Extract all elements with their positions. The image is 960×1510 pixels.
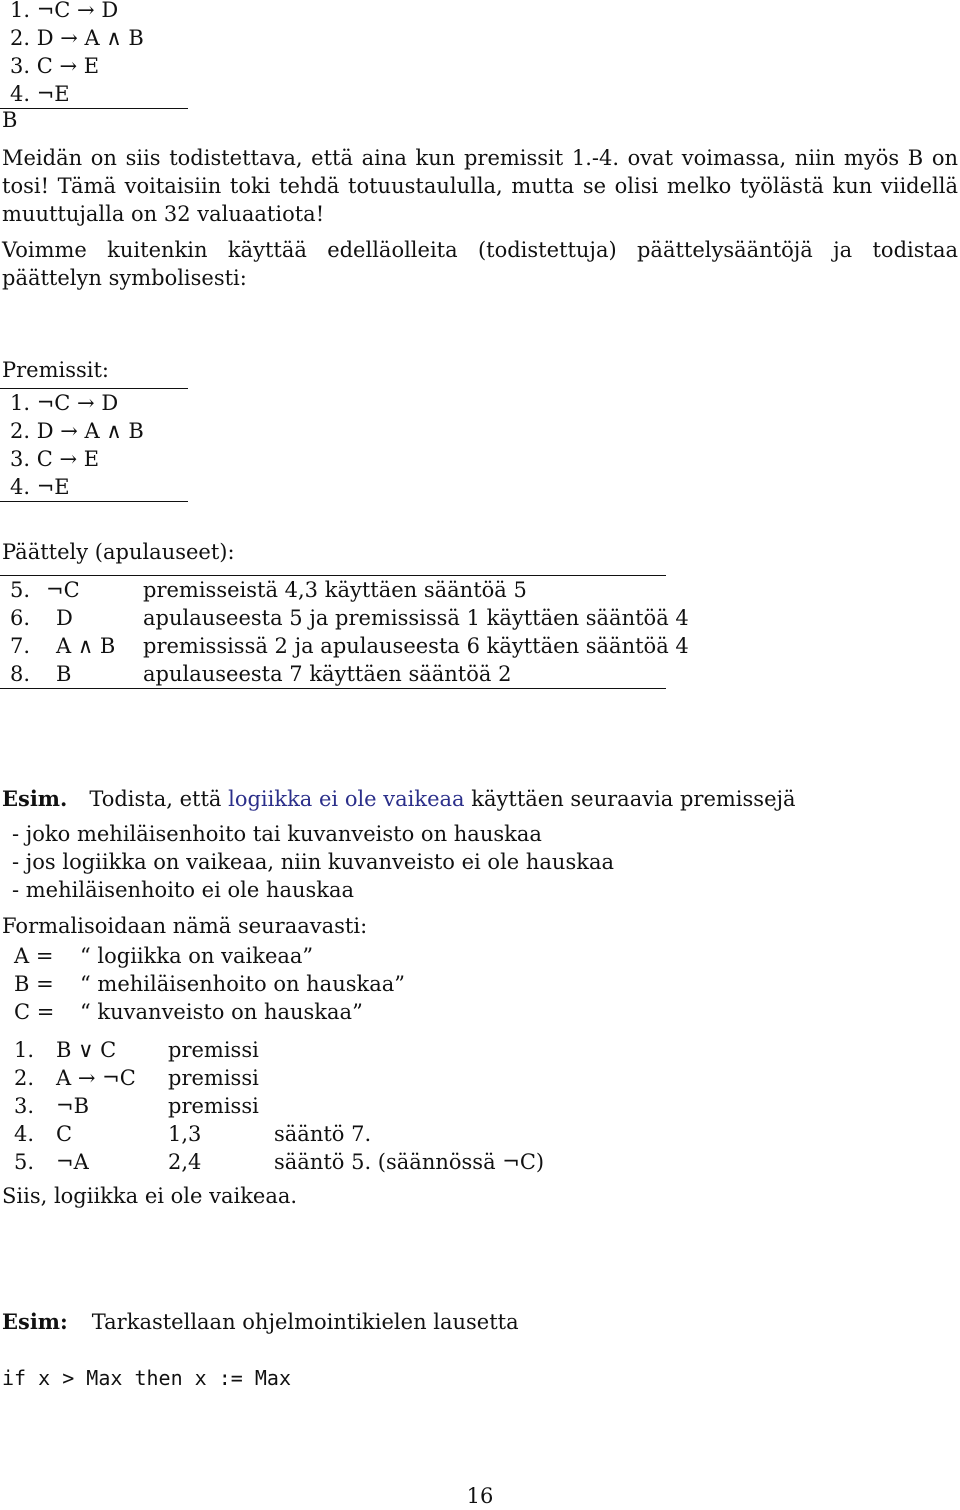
intro-paragraph-2: Voimme kuitenkin käyttää edelläolleita (todistettuja) päättelysääntöjä ja todistaa päättelyn symbolisesti: [2,238,958,290]
proof-ref: premissi [168,1038,259,1062]
proof-ref: 2,4 [168,1150,202,1174]
proof-formula: ¬A [56,1150,89,1174]
top-list-rule [0,108,188,109]
definition-meaning: “ mehiläisenhoito on hauskaa” [80,972,406,996]
inference-rule-bottom [0,688,666,689]
proof-formula: A → ¬C [56,1066,136,1090]
proof-ref: premissi [168,1094,259,1118]
proof-num: 3. [14,1094,35,1118]
inference-formula: D [56,606,73,630]
inference-formula: A ∧ B [56,634,116,658]
example-2-text: Tarkastellaan ohjelmointikielen lausetta [91,1310,519,1334]
inference-reason: premississä 2 ja apulauseesta 6 käyttäen sääntöä 4 [143,634,689,658]
definition-var: A = [14,944,54,968]
inference-reason: apulauseesta 5 ja premississä 1 käyttäen sääntöä 4 [143,606,689,630]
example-premise-1: - joko mehiläisenhoito tai kuvanveisto on hauskaa [12,822,542,846]
example-2-line [2,1308,519,1336]
proof-num: 5. [14,1150,35,1174]
premise-2: 2. D → A ∧ B [10,419,144,443]
example-1-text-before: Todista, että [89,787,229,811]
proof-ref: premissi [168,1066,259,1090]
example-premise-2: - jos logiikka on vaikeaa, niin kuvanveisto ei ole hauskaa [12,850,614,874]
example-premise-3: - mehiläisenhoito ei ole hauskaa [12,878,355,902]
page-number: 16 [466,1484,494,1508]
example-1-label: Esim. [2,786,68,811]
premise-4: 4. ¬E [10,475,70,499]
example-1-highlight: logiikka ei ole vaikeaa [228,787,465,811]
top-conclusion: B [2,108,18,132]
premises-heading: Premissit: [2,358,110,382]
premises-rule-bottom [0,501,188,502]
proof-ref: 1,3 [168,1122,202,1146]
inference-formula: ¬C [46,578,80,602]
definition-var: C = [14,1000,55,1024]
definition-meaning: “ logiikka on vaikeaa” [80,944,314,968]
inference-num: 5. [10,578,31,602]
proof-formula: C [56,1122,73,1146]
code-statement: if x > Max then x := Max [2,1366,291,1390]
inference-heading: Päättely (apulauseet): [2,540,235,564]
inference-num: 7. [10,634,31,658]
proof-formula: ¬B [56,1094,90,1118]
intro-paragraph-1: Meidän on siis todistettava, että aina kun premissit 1.-4. ovat voimassa, niin myös B on tosi! Tämä voitaisiin toki tehdä totuustaululla, mutta se olisi melko työlästä kun viidellä muuttujalla on 32 valuaatiota! [2,146,958,226]
definition-meaning: “ kuvanveisto on hauskaa” [80,1000,363,1024]
top-premise-1: 1. ¬C → D [10,0,119,22]
example-1-conclusion: Siis, logiikka ei ole vaikeaa. [2,1184,298,1208]
proof-num: 4. [14,1122,35,1146]
formalize-heading: Formalisoidaan nämä seuraavasti: [2,914,368,938]
inference-num: 8. [10,662,31,686]
inference-formula: B [56,662,72,686]
definition-var: B = [14,972,54,996]
proof-rule: sääntö 7. [274,1122,372,1146]
premise-1: 1. ¬C → D [10,391,119,415]
inference-reason: apulauseesta 7 käyttäen sääntöä 2 [143,662,512,686]
proof-num: 1. [14,1038,35,1062]
inference-reason: premisseistä 4,3 käyttäen sääntöä 5 [143,578,527,602]
example-1-text-after: käyttäen seuraavia premissejä [464,787,796,811]
top-premise-2: 2. D → A ∧ B [10,26,144,50]
example-2-label: Esim: [2,1309,68,1334]
proof-rule: sääntö 5. (säännössä ¬C) [274,1150,545,1174]
premise-3: 3. C → E [10,447,100,471]
top-premise-3: 3. C → E [10,54,100,78]
proof-formula: B ∨ C [56,1038,117,1062]
example-1-line [2,785,796,813]
top-premise-4: 4. ¬E [10,82,70,106]
proof-num: 2. [14,1066,35,1090]
inference-num: 6. [10,606,31,630]
